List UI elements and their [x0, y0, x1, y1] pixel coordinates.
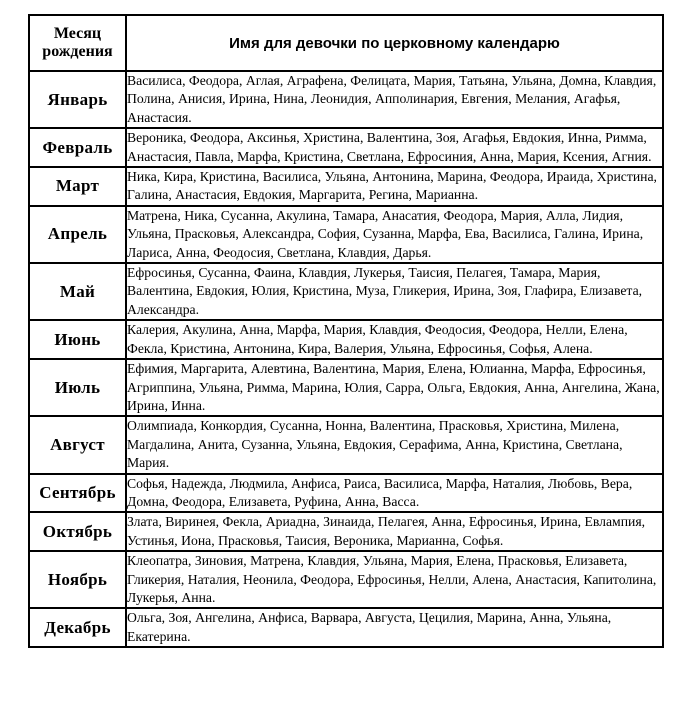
names-cell: Ефимия, Маргарита, Алевтина, Валентина, Мария, Елена, Юлианна, Марфа, Ефросинья, Агриппина, Ульяна, Римма, Марина, Юлия, Сарра, Ольга, Евдокия, Анна, Ангелина, Жана, Ирина, Инна.: [126, 359, 663, 416]
month-column-header: Месяц рождения: [29, 15, 126, 71]
names-cell: Софья, Надежда, Людмила, Анфиса, Раиса, Василиса, Марфа, Наталия, Любовь, Вера, Домна, Феодора, Елизавета, Руфина, Анна, Васса.: [126, 474, 663, 513]
table-row: [29, 512, 663, 551]
names-cell: Ольга, Зоя, Ангелина, Анфиса, Варвара, Августа, Цецилия, Марина, Анна, Ульяна, Екатерина.: [126, 608, 663, 647]
month-cell: Январь: [29, 71, 126, 128]
table-row: [29, 320, 663, 359]
month-cell: Сентябрь: [29, 474, 126, 513]
names-cell: Клеопатра, Зиновия, Матрена, Клавдия, Ульяна, Мария, Елена, Прасковья, Елизавета, Гликерия, Наталия, Неонила, Феодора, Ефросинья, Нелли, Алена, Анастасия, Капитолина, Лукерья, Анна.: [126, 551, 663, 608]
table-row: [29, 551, 663, 608]
names-cell: Злата, Виринея, Фекла, Ариадна, Зинаида, Пелагея, Анна, Ефросинья, Ирина, Евлампия, Устинья, Иона, Прасковья, Таисия, Вероника, Марианна, Софья.: [126, 512, 663, 551]
names-cell: Ника, Кира, Кристина, Василиса, Ульяна, Антонина, Марина, Феодора, Ираида, Христина, Галина, Анастасия, Евдокия, Маргарита, Регина, Марианна.: [126, 167, 663, 206]
month-cell: Ноябрь: [29, 551, 126, 608]
names-cell: Олимпиада, Конкордия, Сусанна, Нонна, Валентина, Прасковья, Христина, Милена, Магдалина, Анита, Сузанна, Ульяна, Евдокия, Серафима, Анна, Кристина, Светлана, Мария.: [126, 416, 663, 473]
header-row: [29, 15, 663, 71]
month-cell: Октябрь: [29, 512, 126, 551]
table-row: [29, 206, 663, 263]
table-row: [29, 608, 663, 647]
table-row: [29, 416, 663, 473]
names-cell: Ефросинья, Сусанна, Фаина, Клавдия, Лукерья, Таисия, Пелагея, Тамара, Мария, Валентина, Евдокия, Юлия, Кристина, Муза, Гликерия, Ирина, Зоя, Глафира, Елизавета, Александра.: [126, 263, 663, 320]
table-row: [29, 359, 663, 416]
names-column-header: Имя для девочки по церковному календарю: [126, 15, 663, 71]
names-cell: Калерия, Акулина, Анна, Марфа, Мария, Клавдия, Феодосия, Феодора, Нелли, Елена, Фекла, Кристина, Антонина, Кира, Валерия, Ульяна, Ефросинья, Софья, Алена.: [126, 320, 663, 359]
table-row: [29, 263, 663, 320]
month-cell: Июнь: [29, 320, 126, 359]
month-cell: Декабрь: [29, 608, 126, 647]
month-cell: Август: [29, 416, 126, 473]
names-cell: Василиса, Феодора, Аглая, Аграфена, Фелицата, Мария, Татьяна, Ульяна, Домна, Клавдия, Полина, Анисия, Ирина, Нина, Леонидия, Апполинария, Евгения, Мелания, Агафья, Анастасия.: [126, 71, 663, 128]
names-cell: Матрена, Ника, Сусанна, Акулина, Тамара, Анасатия, Феодора, Мария, Алла, Лидия, Ульяна, Прасковья, Александра, София, Сузанна, Марфа, Ева, Василиса, Галина, Ирина, Лариса, Анна, Феодосия, Светлана, Клавдия, Дарья.: [126, 206, 663, 263]
table-row: [29, 71, 663, 128]
names-calendar-table: [28, 14, 664, 648]
month-cell: Февраль: [29, 128, 126, 167]
month-cell: Апрель: [29, 206, 126, 263]
table-row: [29, 474, 663, 513]
month-cell: Май: [29, 263, 126, 320]
month-cell: Июль: [29, 359, 126, 416]
table-row: [29, 167, 663, 206]
month-cell: Март: [29, 167, 126, 206]
names-cell: Вероника, Феодора, Аксинья, Христина, Валентина, Зоя, Агафья, Евдокия, Инна, Римма, Анастасия, Павла, Марфа, Кристина, Светлана, Ефросиния, Анна, Мария, Ксения, Агния.: [126, 128, 663, 167]
table-row: [29, 128, 663, 167]
